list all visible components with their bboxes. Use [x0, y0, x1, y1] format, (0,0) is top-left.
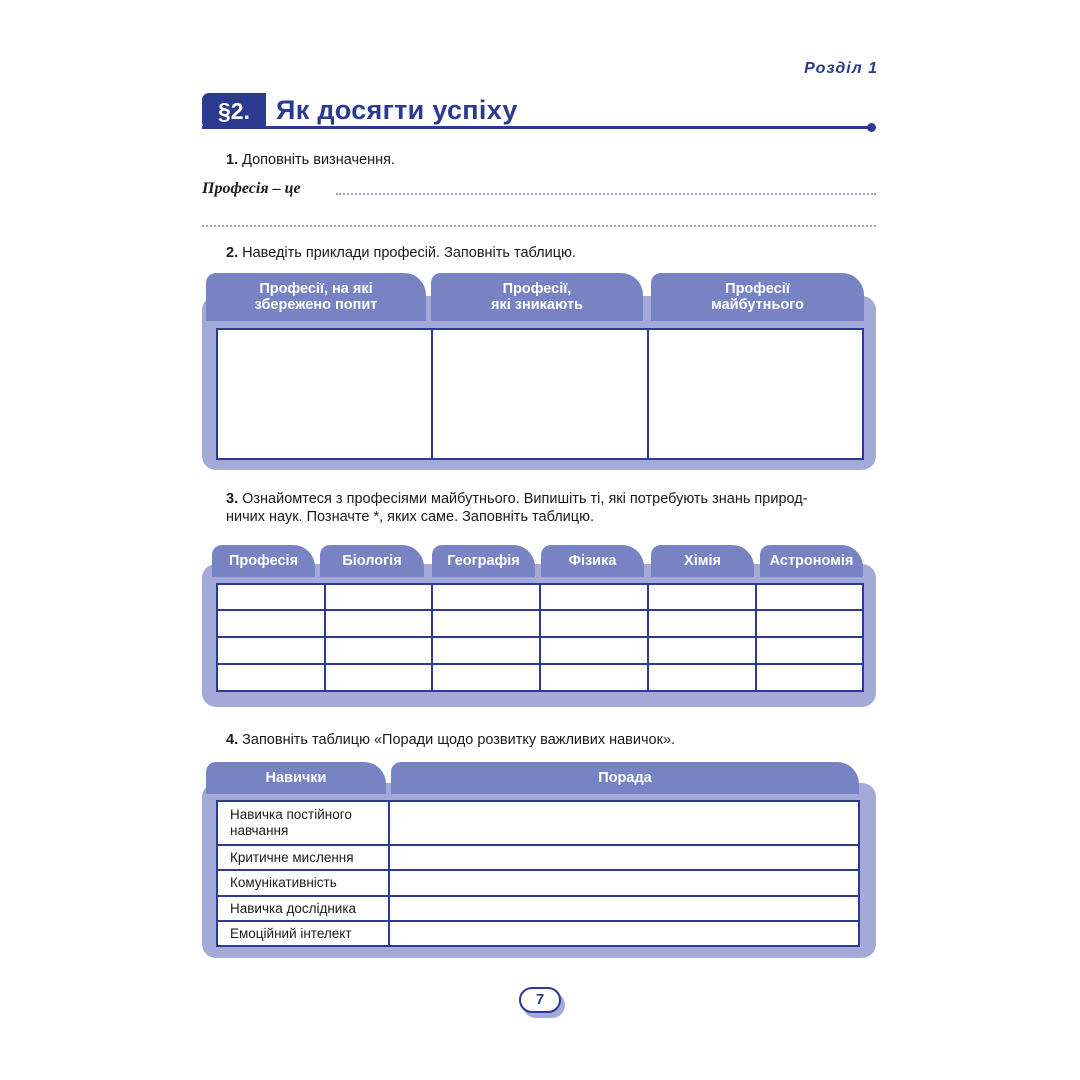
task-3-header-chemistry: Хімія [651, 545, 754, 577]
task-4-text: Заповніть таблицю «Поради щодо розвитку важливих навичок». [242, 732, 676, 748]
task-3-prompt [226, 490, 886, 526]
task-4-header-advice: Порада [391, 762, 859, 794]
skill-critical-thinking: Критичне мислення [230, 849, 354, 865]
page-number: 7 [519, 987, 561, 1013]
advice-cell-lifelong-learning[interactable] [390, 802, 858, 844]
task-2-text: Наведіть приклади професій. Заповніть таблицю. [242, 245, 576, 261]
task-2-header-demand: Професії, на які збережено попит [206, 273, 426, 321]
advice-cell-critical-thinking[interactable] [390, 846, 858, 869]
definition-answer-line-1[interactable] [336, 193, 876, 195]
task-3-row-divider [216, 609, 864, 611]
task-2-header-future: Професії майбутнього [651, 273, 864, 321]
section-label: Розділ 1 [804, 60, 878, 77]
task-3-row-divider [216, 663, 864, 665]
task-4-number: 4. [226, 732, 239, 748]
definition-label: Професія – це [202, 180, 301, 197]
task-2-cell-demand[interactable] [218, 330, 430, 458]
task-3-text-line-1: Ознайомтеся з професіями майбутнього. Випишіть ті, які потребують знань природ- [242, 491, 808, 507]
task-2-number: 2. [226, 245, 239, 261]
skill-lifelong-learning: Навичка постійного навчання [230, 807, 352, 838]
task-2-prompt [226, 244, 576, 262]
task-3-text-line-2: ничих наук. Позначте *, яких саме. Заповніть таблицю. [226, 509, 594, 525]
task-4-header-skills: Навички [206, 762, 386, 794]
task-3-header-astronomy: Астрономія [760, 545, 863, 577]
task-3-header-geography: Географія [432, 545, 535, 577]
task-3-number: 3. [226, 491, 239, 507]
task-4-prompt [226, 731, 675, 749]
page-title: Як досягти успіху [276, 95, 518, 125]
task-2-cell-future[interactable] [649, 330, 862, 458]
task-3-header-physics: Фізика [541, 545, 644, 577]
skill-communication: Комунікативність [230, 875, 337, 890]
task-2-cell-vanishing[interactable] [433, 330, 646, 458]
skill-emotional-intelligence: Емоційний інтелект [230, 925, 352, 941]
task-3-row-divider [216, 636, 864, 638]
skill-research: Навичка дослідника [230, 900, 357, 916]
task-1-prompt [226, 151, 395, 169]
task-3-header-profession: Професія [212, 545, 315, 577]
advice-cell-research[interactable] [390, 897, 858, 920]
advice-cell-emotional-intelligence[interactable] [390, 922, 858, 945]
task-2-header-vanishing: Професії, які зникають [431, 273, 643, 321]
title-underline-dot [867, 123, 876, 132]
task-1-number: 1. [226, 152, 239, 168]
task-3-header-biology: Біологія [320, 545, 424, 577]
paragraph-badge: §2. [202, 93, 266, 129]
definition-answer-line-2[interactable] [202, 225, 876, 227]
title-underline [202, 126, 870, 129]
task-1-text: Доповніть визначення. [242, 152, 395, 168]
advice-cell-communication[interactable] [390, 871, 858, 895]
